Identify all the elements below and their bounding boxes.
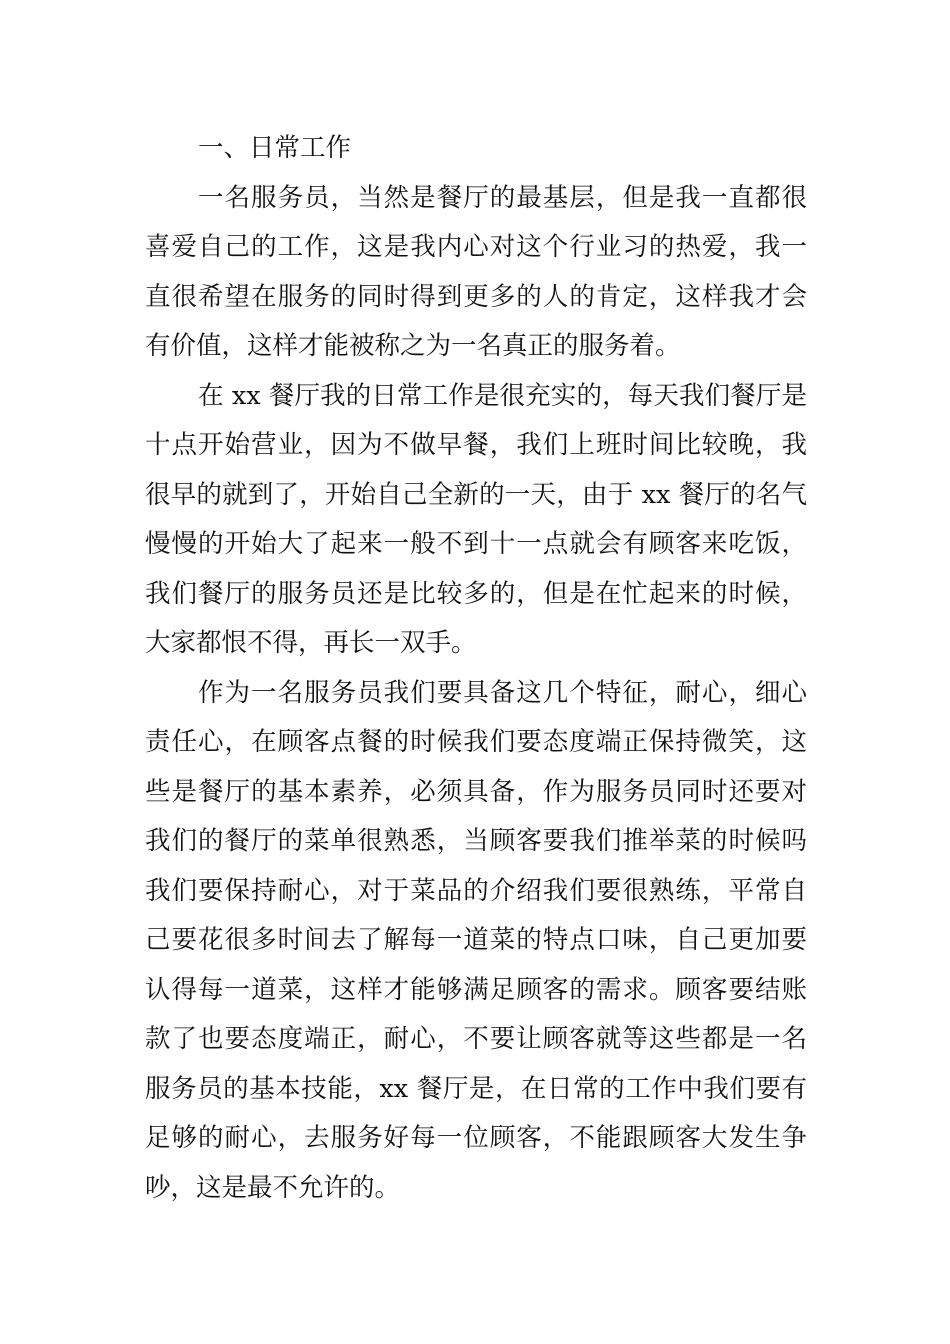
paragraph-3-line-1: 作为一名服务员我们要具备这几个特征，耐心，细心 [198,677,807,708]
document-body [145,124,807,1213]
paragraph-3-line-5: 我们要保持耐心，对于菜品的介绍我们要很熟练，平常自 [145,875,807,906]
paragraph-2-line-3: 很早的就到了，开始自己全新的一天，由于 xx 餐厅的名气 [145,479,807,510]
paragraph-2-line-6: 大家都恨不得，再长一双手。 [145,628,477,658]
paragraph-2-line-1: 在 xx 餐厅我的日常工作是很充实的，每天我们餐厅是 [198,380,807,411]
paragraph-1-line-1: 一名服务员，当然是餐厅的最基层，但是我一直都很 [198,182,807,213]
paragraph-3-line-10: 足够的耐心，去服务好每一位顾客，不能跟顾客大发生争 [145,1123,807,1153]
paragraph-2-line-4: 慢慢的开始大了起来一般不到十一点就会有顾客来吃饭， [145,529,807,559]
paragraph-3-line-2: 责任心，在顾客点餐的时候我们要态度端正保持微笑，这 [145,727,807,757]
paragraph-3-line-9: 服务员的基本技能，xx 餐厅是，在日常的工作中我们要有 [145,1073,807,1104]
paragraph-3-line-4: 我们的餐厅的菜单很熟悉，当顾客要我们推举菜的时候吗 [145,826,807,856]
paragraph-3-line-8: 款了也要态度端正，耐心，不要让顾客就等这些都是一名 [145,1024,807,1054]
paragraph-3-line-6: 己要花很多时间去了解每一道菜的特点口味，自己更加要 [145,925,807,955]
paragraph-1-line-3: 直很希望在服务的同时得到更多的人的肯定，这样我才会 [145,281,807,312]
paragraph-1-line-2: 喜爱自己的工作，这是我内心对这个行业习的热爱，我一 [145,232,807,262]
paragraph-1-line-4: 有价值，这样才能被称之为一名真正的服务着。 [145,331,681,361]
paragraph-3-line-3: 些是餐厅的基本素养，必须具备，作为服务员同时还要对 [145,776,807,807]
paragraph-3-line-7: 认得每一道菜，这样才能够满足顾客的需求。顾客要结账 [145,974,807,1005]
section-heading: 一、日常工作 [198,133,352,163]
paragraph-2-line-2: 十点开始营业，因为不做早餐，我们上班时间比较晚，我 [145,430,807,460]
paragraph-3-line-11: 吵，这是最不允许的。 [145,1172,401,1203]
paragraph-2-line-5: 我们餐厅的服务员还是比较多的，但是在忙起来的时候， [145,578,807,609]
